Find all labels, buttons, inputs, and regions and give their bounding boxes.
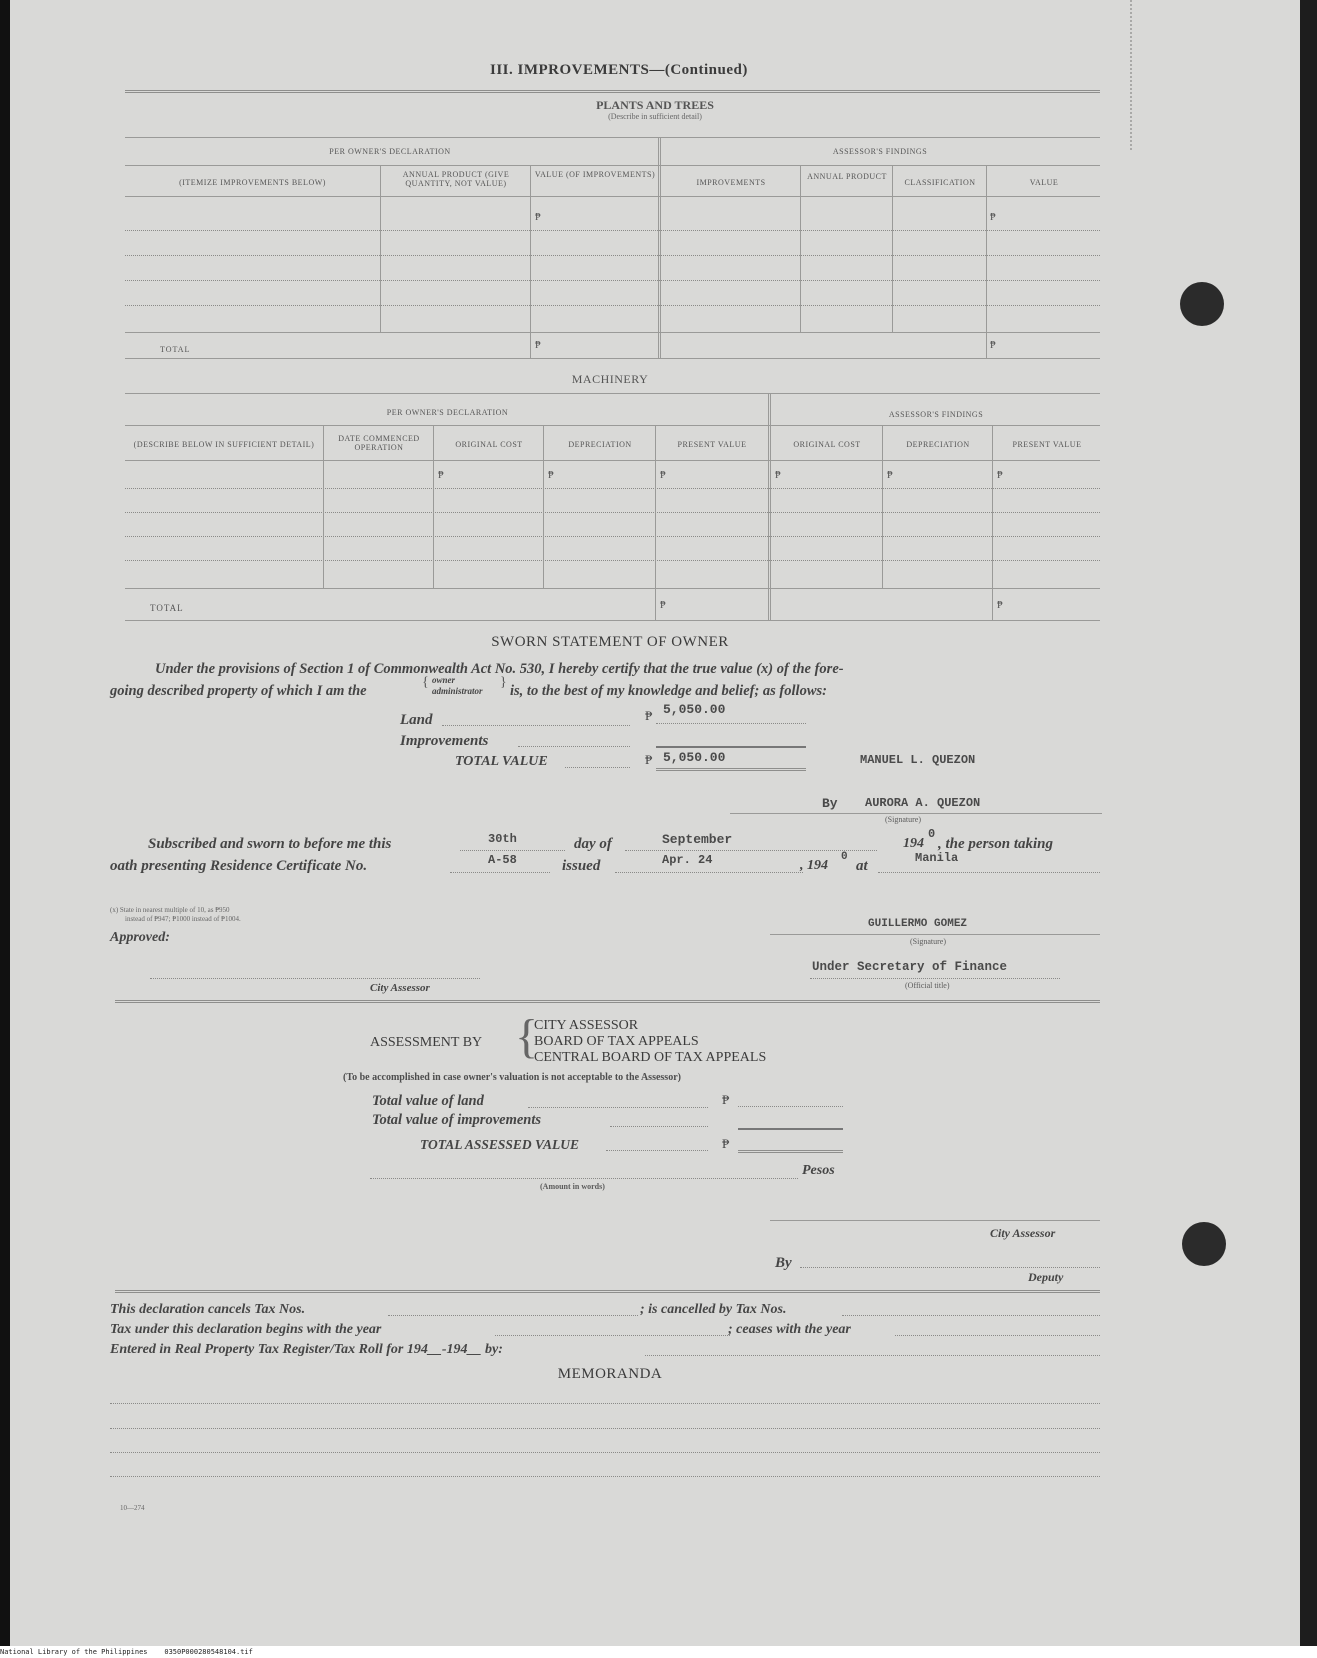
fill-line: [518, 746, 630, 747]
table-line: [125, 620, 1100, 621]
brace: }: [500, 675, 507, 690]
col-line: [768, 393, 769, 620]
memo-line: [110, 1428, 1100, 1429]
fill-line: [800, 1267, 1100, 1268]
fill-line: [606, 1150, 708, 1151]
table-line: [125, 137, 1100, 138]
issued-label: issued: [562, 858, 601, 874]
deputy-label: Deputy: [1028, 1270, 1064, 1284]
col-line: [660, 137, 661, 358]
machinery-col-header: DEPRECIATION: [906, 440, 970, 449]
plants-col-header: (ITEMIZE IMPROVEMENTS BELOW): [179, 178, 326, 187]
col-line: [800, 165, 801, 332]
fill-line: [625, 850, 877, 851]
table-line: [125, 393, 1100, 394]
sworn-text-line2-b: is, to the best of my knowledge and belief; as follows:: [510, 683, 827, 699]
year-prefix: 194: [903, 836, 924, 851]
machinery-col-header: DEPRECIATION: [568, 440, 632, 449]
fill-line: [495, 1335, 730, 1336]
peso-sign: ₱: [535, 340, 541, 351]
machinery-col-header: PRESENT VALUE: [1012, 440, 1082, 449]
plants-subtitle: (Describe in sufficient detail): [608, 112, 702, 121]
scan-edge: [0, 0, 10, 1658]
city-assessor-label: City Assessor: [990, 1226, 1056, 1240]
table-line: [125, 460, 1100, 461]
table-line: [125, 358, 1100, 359]
row-line: [125, 305, 1100, 306]
agent-name: AURORA A. QUEZON: [865, 796, 981, 810]
day-of-label: day of: [574, 836, 612, 852]
fill-line: [150, 978, 480, 979]
sworn-text-line2-a: going described property of which I am the: [110, 683, 367, 699]
fill-line: [388, 1315, 638, 1316]
memo-line: [110, 1452, 1100, 1453]
divider: [115, 1290, 1100, 1293]
archive-caption: National Library of the Philippines 0350P000280548104.tif: [0, 1646, 1317, 1658]
peso-sign: ₱: [535, 212, 541, 223]
peso-sign: ₱: [722, 1136, 730, 1151]
plants-total-label: TOTAL: [160, 345, 191, 354]
plants-col-header: IMPROVEMENTS: [696, 178, 766, 187]
total-line: [656, 768, 806, 771]
plants-col-header: VALUE: [1029, 178, 1059, 187]
col-line: [770, 393, 771, 620]
assessment-option: CENTRAL BOARD OF TAX APPEALS: [534, 1050, 767, 1065]
assessed-improvements-label: Total value of improvements: [372, 1112, 542, 1128]
plants-assessor-header: ASSESSOR'S FINDINGS: [832, 147, 928, 156]
col-line: [433, 425, 434, 588]
tax-begins-label: Tax under this declaration begins with the year: [110, 1322, 382, 1337]
cancelled-by-label: ; is cancelled by Tax Nos.: [640, 1302, 787, 1317]
memoranda-title: MEMORANDA: [557, 1366, 663, 1382]
total-assessed-label: TOTAL ASSESSED VALUE: [420, 1137, 580, 1152]
fill-line: [895, 1335, 1100, 1336]
peso-sign: ₱: [645, 752, 653, 767]
cancels-label: This declaration cancels Tax Nos.: [110, 1302, 306, 1317]
official-title-caption: (Official title): [905, 981, 950, 990]
row-line: [125, 536, 1100, 537]
peso-sign: ₱: [997, 600, 1003, 611]
plants-col-header: CLASSIFICATION: [904, 178, 976, 187]
total-value-label: TOTAL VALUE: [455, 754, 548, 769]
peso-sign: ₱: [660, 600, 666, 611]
machinery-owner-header: PER OWNER'S DECLARATION: [386, 408, 509, 417]
total-value: 5,050.00: [663, 750, 726, 765]
by-label: By: [822, 796, 838, 811]
oath-text: oath presenting Residence Certificate No.: [110, 858, 368, 874]
month-value: September: [662, 832, 733, 847]
city-assessor-caption: City Assessor: [370, 982, 430, 994]
peso-sign: ₱: [548, 470, 554, 481]
machinery-col-header: ORIGINAL COST: [793, 440, 861, 449]
machinery-title: MACHINERY: [571, 372, 649, 386]
by-deputy-label: By: [775, 1255, 792, 1271]
divider: [125, 90, 1100, 93]
peso-sign: ₱: [887, 470, 893, 481]
plants-title: PLANTS AND TREES: [596, 98, 714, 112]
land-value: 5,050.00: [663, 702, 726, 717]
peso-sign: ₱: [997, 470, 1003, 481]
sum-line: [656, 746, 806, 748]
row-line: [125, 280, 1100, 281]
fill-line: [565, 767, 630, 768]
col-line: [658, 137, 659, 358]
memo-line: [110, 1403, 1100, 1404]
fill-line: [645, 1355, 1100, 1356]
note-line2: instead of ₱947; ₱1000 instead of ₱1004.: [125, 915, 241, 923]
sum-line: [738, 1128, 843, 1130]
year-digit: 0: [928, 827, 936, 841]
signature-line: [770, 1220, 1100, 1221]
fill-line: [738, 1106, 843, 1107]
improvements-label: Improvements: [400, 733, 489, 749]
peso-sign: ₱: [660, 470, 666, 481]
machinery-col-header: PRESENT VALUE: [677, 440, 747, 449]
brace-administrator: administrator: [432, 686, 483, 696]
col-line: [892, 165, 893, 332]
subscribed-text: Subscribed and sworn to before me this: [148, 836, 392, 852]
machinery-col-header: ORIGINAL COST: [455, 440, 523, 449]
year2-prefix: , 194: [800, 858, 828, 873]
certificate-number: A-58: [488, 853, 517, 867]
col-line: [543, 425, 544, 588]
signature-line: [770, 934, 1100, 935]
assessment-option: BOARD OF TAX APPEALS: [534, 1034, 699, 1049]
sworn-text-line1: Under the provisions of Section 1 of Commonwealth Act No. 530, I hereby certify that the true value (x) of the fore-: [155, 661, 844, 677]
section-title: III. IMPROVEMENTS—(Continued): [490, 62, 748, 78]
fill-line: [528, 1107, 708, 1108]
col-line: [655, 425, 656, 620]
machinery-col-header: DATE COMMENCED OPERATION: [338, 434, 420, 452]
peso-sign: ₱: [722, 1092, 730, 1107]
person-taking-text: , the person taking: [938, 836, 1054, 852]
signature-caption: (Signature): [885, 815, 921, 824]
table-line: [125, 425, 1100, 426]
peso-sign: ₱: [438, 470, 444, 481]
table-line: [125, 332, 1100, 333]
fill-line: [878, 872, 1100, 873]
punch-hole: [1180, 282, 1224, 326]
fill-line: [656, 723, 806, 724]
divider: [115, 1000, 1100, 1003]
approved-label: Approved:: [110, 930, 170, 945]
at-label: at: [856, 858, 868, 874]
col-line: [992, 425, 993, 620]
tax-ceases-label: ; ceases with the year: [728, 1322, 851, 1337]
land-label: Land: [400, 712, 433, 728]
signature-caption: (Signature): [910, 937, 946, 946]
place-value: Manila: [915, 851, 959, 865]
col-line: [323, 425, 324, 588]
plants-col-header: ANNUAL PRODUCT (GIVE QUANTITY, NOT VALUE): [402, 170, 510, 188]
day-value: 30th: [488, 832, 517, 846]
row-line: [125, 560, 1100, 561]
assessment-label: ASSESSMENT BY: [370, 1035, 483, 1050]
document-page: [10, 0, 1300, 1646]
fill-line: [370, 1178, 798, 1179]
punch-hole: [1182, 1222, 1226, 1266]
issued-date: Apr. 24: [662, 853, 713, 867]
brace-owner: owner: [432, 675, 456, 685]
form-number: 10—274: [120, 1504, 145, 1512]
sworn-title: SWORN STATEMENT OF OWNER: [491, 634, 729, 650]
scan-artifact: [1130, 0, 1172, 150]
fill-line: [450, 872, 550, 873]
machinery-total-label: TOTAL: [150, 603, 184, 613]
plants-col-header: VALUE (OF IMPROVEMENTS): [534, 170, 656, 179]
row-line: [125, 488, 1100, 489]
official-signature: GUILLERMO GOMEZ: [868, 918, 968, 930]
note-line1: (x) State in nearest multiple of 10, as ₱950: [110, 906, 230, 914]
peso-sign: ₱: [990, 340, 996, 351]
peso-sign: ₱: [990, 212, 996, 223]
fill-line: [460, 850, 565, 851]
machinery-col-header: (DESCRIBE BELOW IN SUFFICIENT DETAIL): [133, 440, 315, 449]
peso-sign: ₱: [645, 708, 653, 723]
owner-name: MANUEL L. QUEZON: [860, 753, 976, 767]
assessed-land-label: Total value of land: [372, 1093, 484, 1109]
plants-col-header: ANNUAL PRODUCT: [807, 172, 887, 181]
official-title: Under Secretary of Finance: [812, 960, 1008, 974]
fill-line: [610, 1126, 708, 1127]
row-line: [125, 230, 1100, 231]
fill-line: [810, 978, 1060, 979]
pesos-label: Pesos: [802, 1163, 835, 1178]
tax-register-label: Entered in Real Property Tax Register/Tax Roll for 194__-194__ by:: [110, 1342, 503, 1357]
memo-line: [110, 1476, 1100, 1477]
table-line: [125, 196, 1100, 197]
plants-owner-header: PER OWNER'S DECLARATION: [329, 147, 451, 156]
assessment-option: CITY ASSESSOR: [534, 1018, 639, 1033]
year2-digit: 0: [841, 851, 848, 863]
fill-line: [442, 725, 630, 726]
col-line: [986, 165, 987, 358]
col-line: [380, 165, 381, 332]
assessment-note: (To be accomplished in case owner's valuation is not acceptable to the Assessor): [343, 1072, 681, 1083]
total-line: [738, 1150, 843, 1153]
machinery-assessor-header: ASSESSOR'S FINDINGS: [888, 410, 984, 419]
table-line: [125, 588, 1100, 589]
col-line: [882, 425, 883, 588]
signature-line: [730, 813, 1102, 814]
row-line: [125, 512, 1100, 513]
peso-sign: ₱: [775, 470, 781, 481]
row-line: [125, 255, 1100, 256]
brace: {: [515, 1010, 539, 1063]
fill-line: [615, 872, 803, 873]
table-line: [125, 165, 1100, 166]
amount-in-words-caption: (Amount in words): [540, 1182, 605, 1191]
fill-line: [842, 1315, 1100, 1316]
col-line: [530, 165, 531, 358]
brace: {: [422, 675, 429, 690]
